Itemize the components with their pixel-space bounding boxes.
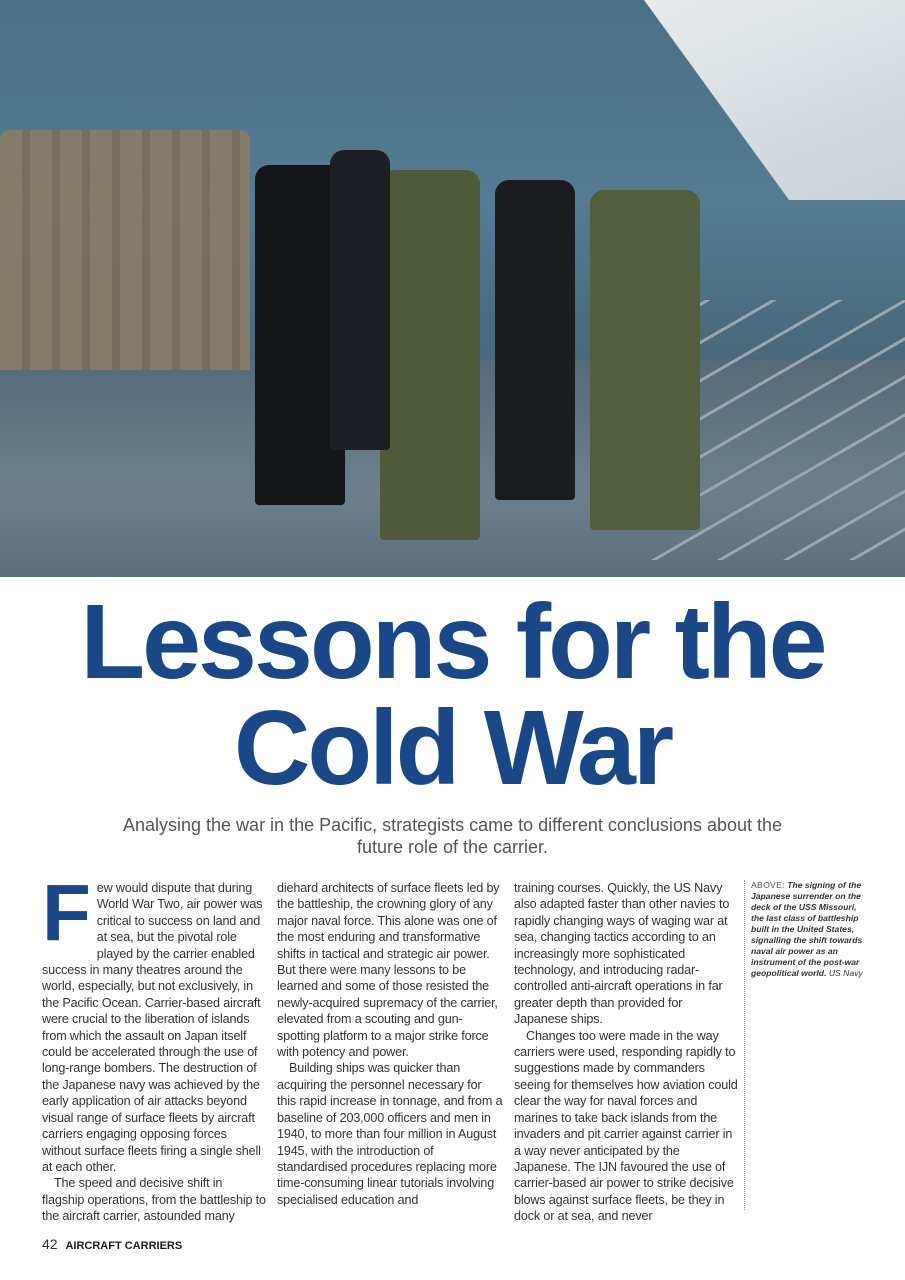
page-number: 42: [42, 1236, 58, 1252]
figure-top-hat: [495, 180, 575, 500]
publication-name: AIRCRAFT CARRIERS: [65, 1240, 183, 1252]
body-column-2: [277, 880, 503, 1208]
headline-line-2: Cold War: [233, 689, 672, 807]
paragraph: Changes too were made in the way carriers were used, responding rapidly to suggestions made by commanders seeing for themselves how aviation could clear the way for naval forces and marines to take back islands from the invaders and pit carrier against carrier in a way never anticipated by the Japanese. The IJN favoured the use of carrier-based air power to strike decisive blows against surface fleets, be they in dock or at sea, and never: [514, 1028, 738, 1224]
photo-caption: [744, 880, 863, 1210]
standfirst: Analysing the war in the Pacific, strategists came to different conclusions about the future role of the carrier.: [122, 815, 783, 857]
caption-label: ABOVE:: [751, 880, 785, 890]
figure-uniform: [590, 190, 700, 530]
figure-background: [330, 150, 390, 450]
paragraph: training courses. Quickly, the US Navy also adapted faster than other navies to rapidly changing ways of waging war at sea, changing tactics according to an increasingly more sophisticated technology, and introducing radar-controlled anti-aircraft operations in far greater depth than provided for Japanese ships.: [514, 881, 730, 1027]
paragraph: The speed and decisive shift in flagship operations, from the battleship to the aircraft carrier, astounded many: [42, 1176, 266, 1224]
paragraph: ew would dispute that during World War Two, air power was critical to success on land and at sea, but the pivotal role played by the carrier enabled success in many theatres around the world, especially, but not exclusively, in the Pacific Ocean. Carrier-based aircraft were crucial to the liberation of islands from which the assault on Japan itself could be accelerated through the use of long-range bombers. The destruction of the Japanese navy was achieved by the early application of air attacks beyond visual range of surface fleets by aircraft carriers engaging opposing forces without surface fleets firing a single shell at each other.: [42, 881, 263, 1174]
drop-cap: F: [42, 868, 91, 957]
body-column-3: [514, 880, 738, 1225]
officers-crowd: [0, 130, 250, 370]
sky: [615, 0, 905, 200]
paragraph: diehard architects of surface fleets led by the battleship, the crowning glory of any major naval force. This alone was one of the most enduring and transformative shifts in tactical and strategic air power. But there were many lessons to be learned and some of those resisted the newly-acquired supremacy of the carrier, elevated from a scouting and gun-spotting platform to a major strike force with potency and power.: [277, 881, 500, 1060]
surrender-photo: [0, 0, 905, 577]
figure-uniform: [380, 170, 480, 540]
caption-credit: US Navy: [828, 968, 863, 978]
body-column-1: [42, 868, 266, 1225]
page-footer: [42, 1236, 182, 1252]
headline-line-1: Lessons for the: [80, 583, 825, 701]
paragraph: Building ships was quicker than acquiring the personnel necessary for this rapid increase in tonnage, and from a baseline of 203,000 officers and men in 1940, to more than four million in August 1945, with the introduction of standardised procedures replacing more time-consuming linear tutorials involving specialised education and: [277, 1061, 503, 1207]
caption-text: The signing of the Japanese surrender on the deck of the USS Missouri, the last class of battleship built in the United States, signalling the shift towards naval air power as an instrument of the post-war geopolitical world.: [751, 880, 863, 978]
